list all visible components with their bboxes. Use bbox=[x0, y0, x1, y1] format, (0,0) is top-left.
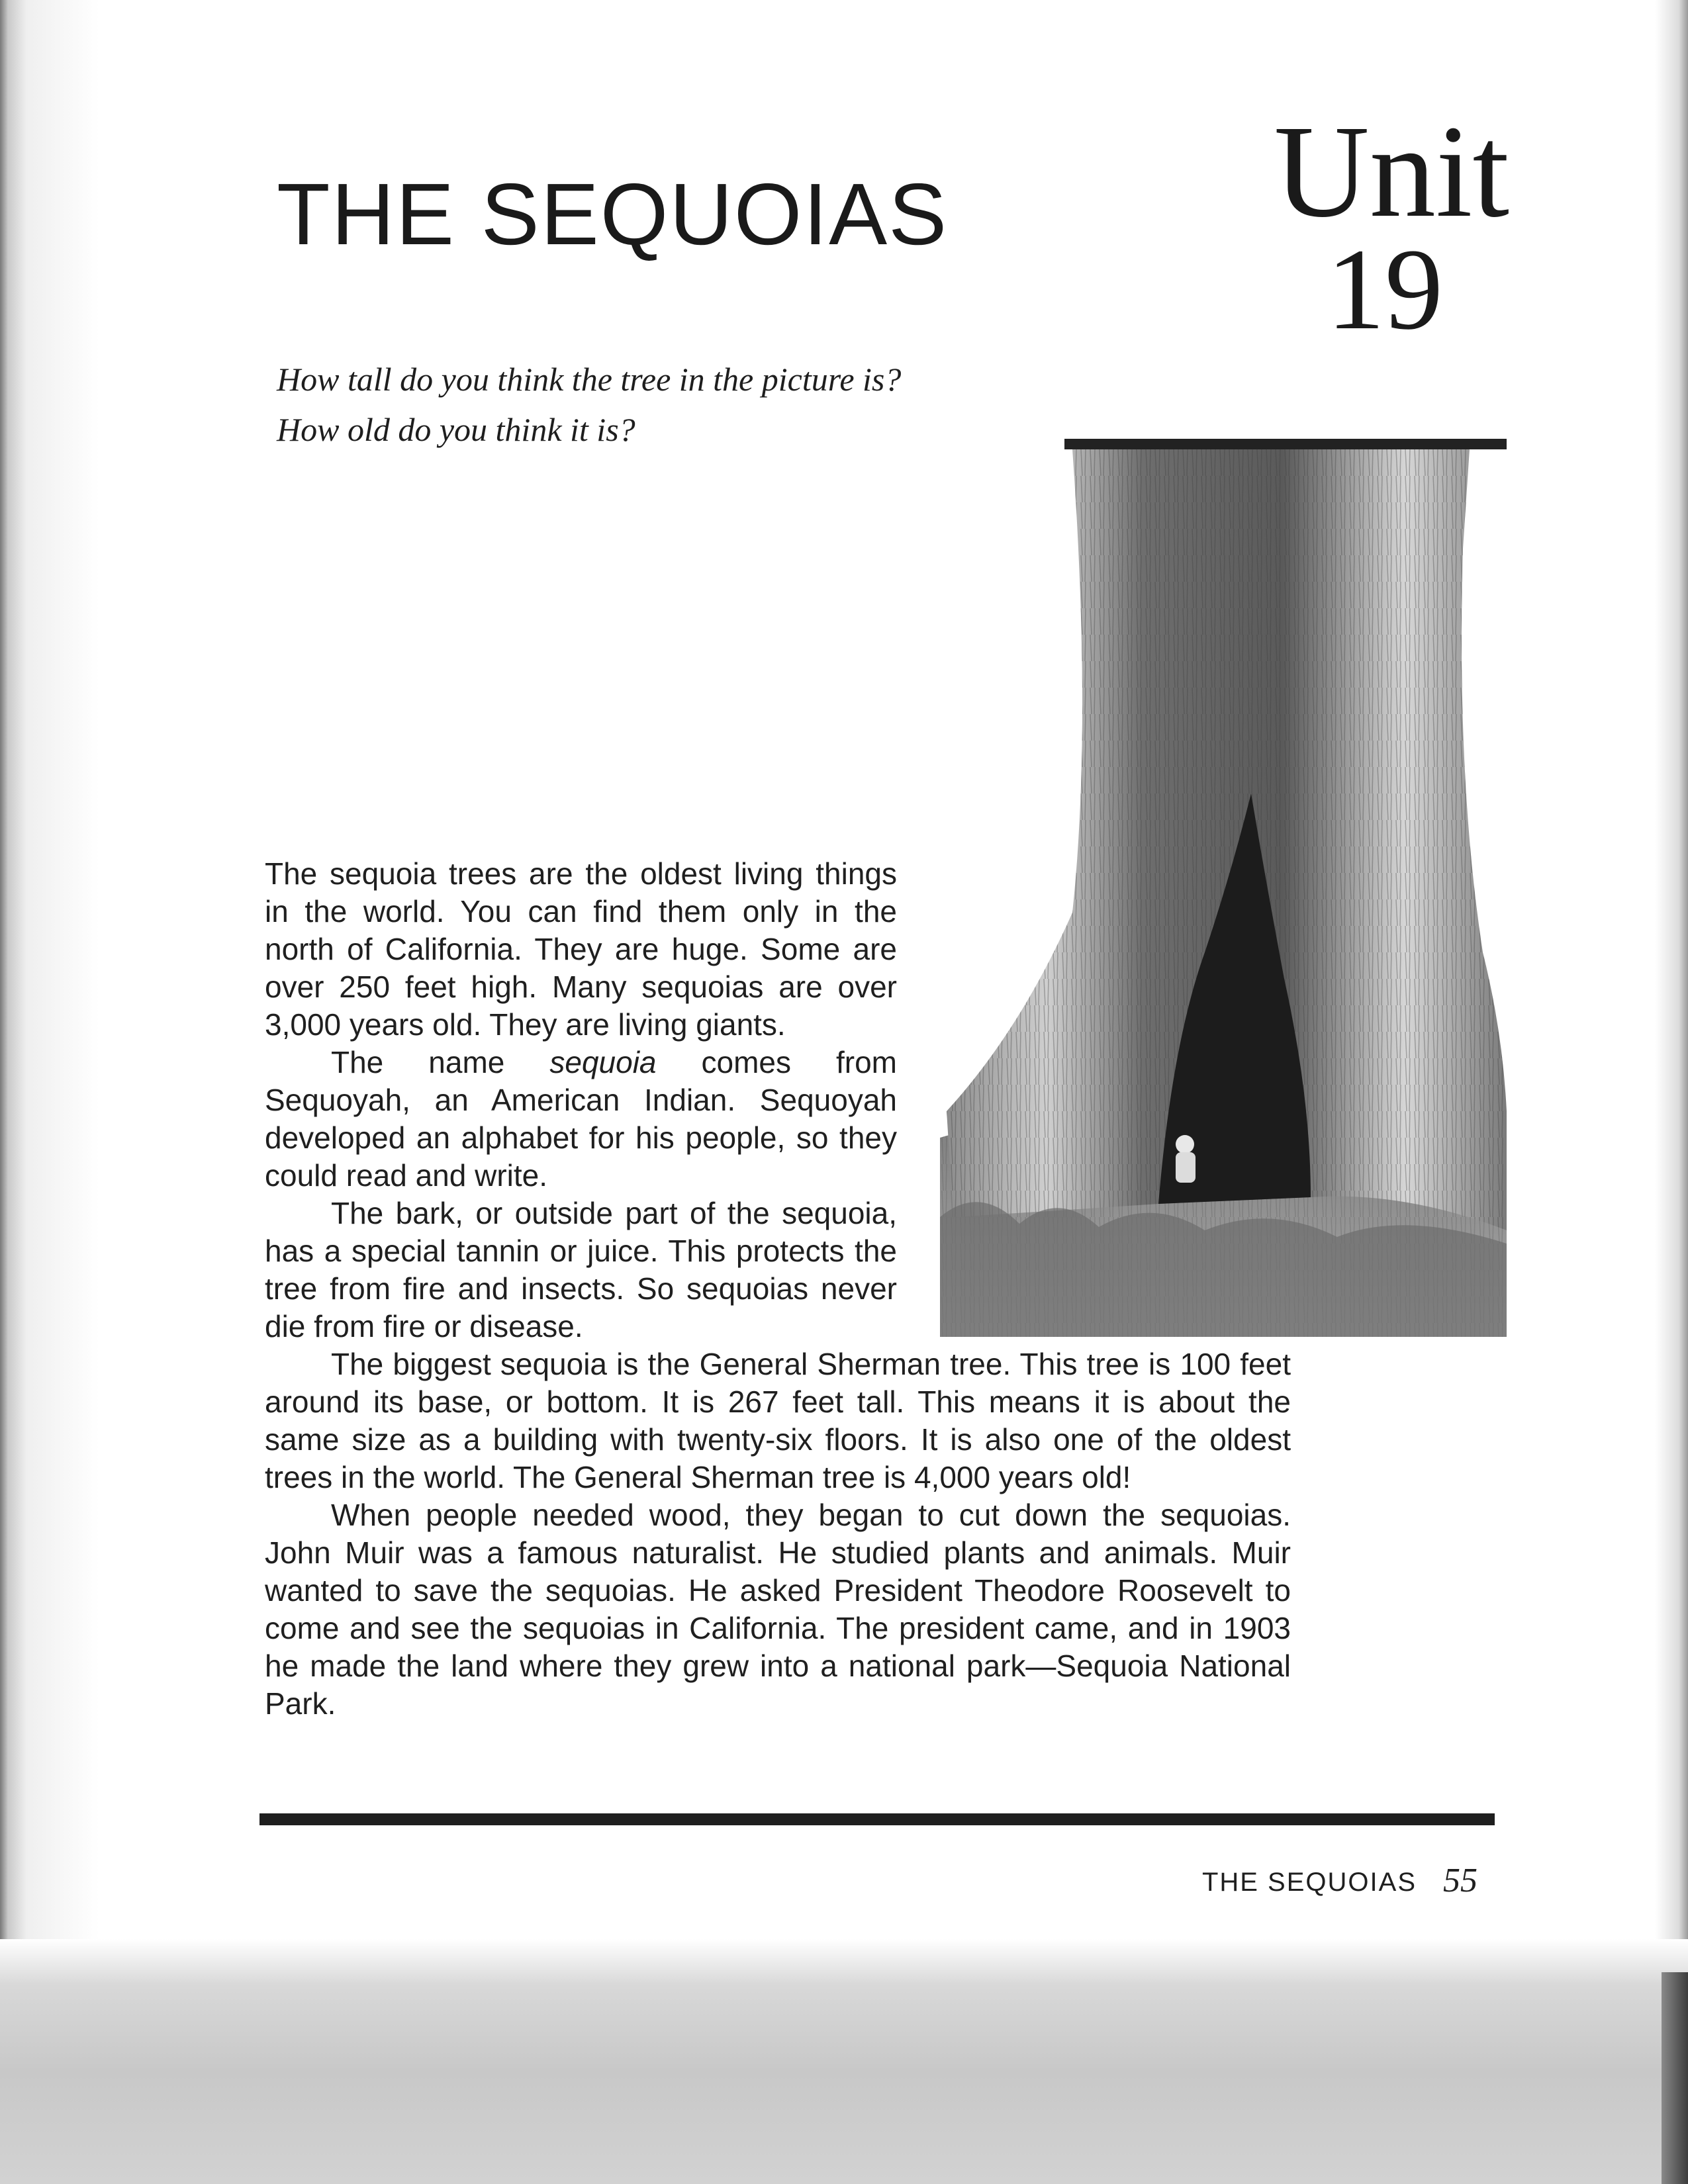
page-edge-right bbox=[1655, 0, 1688, 2184]
paragraph-text: The bark, or outside part of the sequoia, has a special tannin or juice. This protects the tree from fire and insects. So sequoias never die from fire or disease. bbox=[265, 1196, 897, 1343]
paragraph-text: The name bbox=[331, 1045, 550, 1079]
sequoia-tree-illustration bbox=[940, 449, 1507, 1337]
unit-number: 19 bbox=[1327, 225, 1443, 354]
paragraph-name-origin bbox=[265, 1044, 897, 1195]
paragraph-bark bbox=[265, 1195, 897, 1345]
sequoia-tree-photo bbox=[940, 449, 1507, 1337]
paragraph-text: comes from Sequoyah, an American Indian. Sequoyah developed an alphabet for his people, so they could read and write. bbox=[265, 1045, 897, 1193]
scan-bottom-shadow bbox=[0, 1939, 1688, 2184]
paragraph-intro: The sequoia trees are the oldest living things in the world. You can find them only in the north of California. They are huge. Some are over 250 feet high. Many sequoias are over 3,000 years old. They are living giants. bbox=[265, 856, 897, 1042]
unit-label: Unit bbox=[1274, 99, 1509, 245]
emphasized-word: sequoia bbox=[549, 1045, 657, 1079]
page-number: 55 bbox=[1443, 1862, 1477, 1899]
paragraph-general-sherman bbox=[265, 1345, 1291, 1496]
page-edge-left bbox=[0, 0, 99, 2184]
running-footer-title: THE SEQUOIAS bbox=[1201, 1868, 1417, 1897]
intro-question: How tall do you think the tree in the picture is? bbox=[277, 361, 902, 398]
photo-top-rule bbox=[1064, 439, 1507, 449]
paragraph-text: The biggest sequoia is the General Sherman tree. This tree is 100 feet around its base, or bottom. It is 267 feet tall. This means it is about the same size as a building with twenty-six floors. It is also one of the oldest trees in the world. The General Sherman tree is 4,000 years old! bbox=[265, 1347, 1291, 1494]
footer-rule bbox=[259, 1813, 1495, 1825]
paragraph-john-muir bbox=[265, 1496, 1291, 1723]
page-title: THE SEQUOIAS bbox=[277, 165, 949, 263]
intro-question: How old do you think it is? bbox=[277, 411, 635, 448]
paragraph-text: When people needed wood, they began to cut down the sequoias. John Muir was a famous naturalist. He studied plants and animals. Muir wanted to save the sequoias. He asked President Theodore Roosevelt to come and see the sequoias in California. The president came, and in 1903 he made the land where they grew into a national park—Sequoia National Park. bbox=[265, 1498, 1291, 1721]
scan-corner-shadow bbox=[1662, 1972, 1688, 2184]
